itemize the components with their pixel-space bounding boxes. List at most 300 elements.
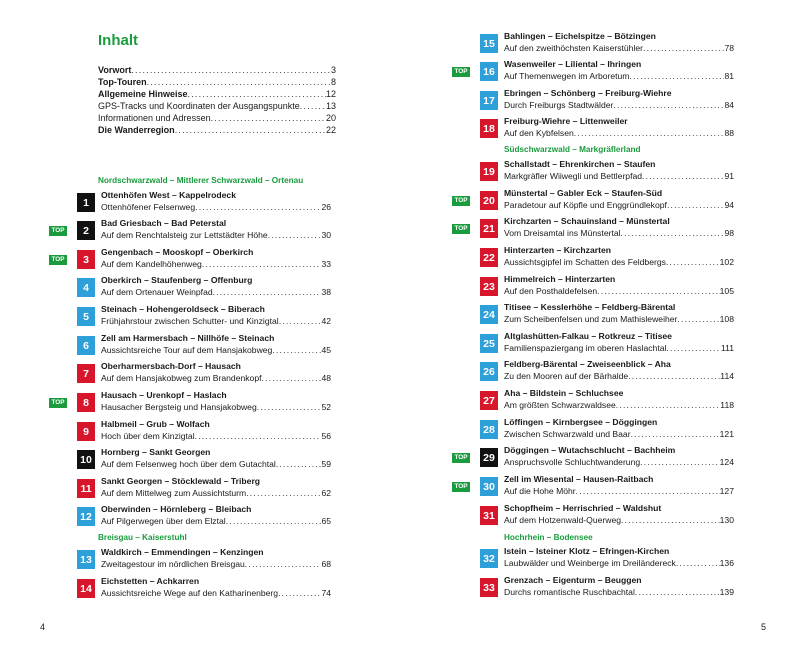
tour-page-number: 118	[720, 399, 734, 410]
tour-number-badge: 8	[77, 393, 95, 412]
dot-leader	[616, 400, 721, 412]
tour-description-row	[101, 402, 331, 414]
tour-text	[101, 304, 331, 327]
tour-route: Aha – Bildstein – Schluchsee	[504, 388, 624, 398]
tour-number-badge: 15	[480, 34, 498, 53]
tour-entry-30[interactable]	[454, 474, 734, 500]
tour-entry-29[interactable]	[454, 445, 734, 471]
tour-text	[504, 546, 734, 569]
tour-description-row	[101, 202, 331, 214]
front-matter-page: 3	[330, 65, 336, 75]
tour-description: Markgräfler Wiiwegli und Bettlerpfad	[504, 170, 643, 181]
dot-leader	[300, 100, 326, 112]
tour-number-badge: 25	[480, 334, 498, 353]
tour-page-number: 33	[321, 258, 331, 269]
tour-page-number: 42	[321, 315, 331, 326]
tour-route: Schopfheim – Herrischried – Waldshut	[504, 503, 662, 513]
tour-text	[504, 245, 734, 268]
tour-text	[504, 216, 734, 239]
tour-entry-4[interactable]	[77, 275, 331, 301]
tour-description: Auf dem Hansjakobweg zum Brandenkopf	[101, 372, 262, 383]
tour-entry-22[interactable]	[480, 245, 734, 271]
tour-number-badge: 10	[77, 450, 95, 469]
tour-entry-10[interactable]	[77, 447, 331, 473]
tour-route: Hornberg – Sankt Georgen	[101, 447, 211, 457]
dot-leader	[226, 516, 322, 528]
tour-page-number: 88	[724, 127, 734, 138]
dot-leader	[147, 76, 331, 88]
tour-page-number: 74	[321, 587, 331, 598]
tour-description-row	[101, 345, 331, 357]
tour-page-number: 62	[321, 487, 331, 498]
tour-description: Auf dem Ortenauer Weinpfad	[101, 286, 213, 297]
tour-description: Durch Freiburgs Stadtwälder	[504, 99, 614, 110]
top-badge: TOP	[49, 226, 67, 236]
top-badge: TOP	[452, 482, 470, 492]
tour-description: Auf dem Renchtalsteig zur Lettstädter Höhe	[101, 229, 268, 240]
tour-description-row	[504, 400, 734, 412]
tour-text	[101, 361, 331, 384]
tour-description-row	[504, 228, 734, 240]
dot-leader	[195, 202, 321, 214]
tour-number-badge: 1	[77, 193, 95, 212]
tour-page-number: 105	[719, 285, 734, 296]
tour-description-row	[101, 516, 331, 528]
front-matter-page: 13	[325, 101, 336, 112]
tour-text	[504, 445, 734, 468]
tour-number-badge: 22	[480, 248, 498, 267]
tour-number-badge: 2	[77, 221, 95, 240]
front-matter-label: Allgemeine Hinweise	[98, 89, 188, 100]
tour-description-row	[504, 314, 734, 326]
tour-number-badge: 26	[480, 362, 498, 381]
tour-description-row	[504, 371, 734, 383]
front-matter-label: Vorwort	[98, 65, 132, 75]
tour-page-number: 98	[724, 227, 734, 238]
tour-entry-1[interactable]	[77, 190, 331, 216]
tour-description: Auf dem Mittelweg zum Aussichtsturm	[101, 487, 247, 498]
page-title: Inhalt	[98, 32, 138, 49]
tour-entry-15[interactable]	[480, 31, 734, 57]
dot-leader	[613, 100, 724, 112]
tour-page-number: 91	[724, 170, 734, 181]
tour-text	[504, 503, 734, 526]
tour-entry-9[interactable]	[77, 419, 331, 445]
dot-leader	[640, 457, 720, 469]
tour-page-number: 94	[724, 199, 734, 210]
tour-text	[504, 388, 734, 411]
tour-page-number: 136	[719, 557, 734, 568]
front-matter-row[interactable]	[98, 64, 336, 76]
tour-route: Bahlingen – Eichelspitze – Bötzingen	[504, 31, 656, 41]
tour-description: Familienspaziergang im oberen Haslachtal	[504, 342, 667, 353]
dot-leader	[211, 112, 326, 124]
tour-page-number: 84	[724, 99, 734, 110]
tour-description-row	[101, 287, 331, 299]
tour-description: Zum Scheibenfelsen und zum Mathisleweiher	[504, 313, 678, 324]
tour-number-badge: 27	[480, 391, 498, 410]
tour-entry-2[interactable]	[51, 218, 331, 244]
front-matter-page: 12	[325, 89, 336, 100]
tour-route: Halbmeil – Grub – Wolfach	[101, 419, 210, 429]
tour-text	[101, 247, 331, 270]
dot-leader	[279, 316, 322, 328]
tour-entry-5[interactable]	[77, 304, 331, 330]
top-badge: TOP	[49, 398, 67, 408]
tour-description-row	[504, 43, 734, 55]
dot-leader	[667, 200, 725, 212]
dot-leader	[272, 345, 321, 357]
tour-page-number: 56	[321, 430, 331, 441]
tour-description: Zu den Mooren auf der Bärhalde	[504, 370, 629, 381]
dot-leader	[276, 459, 322, 471]
tour-description-row	[101, 588, 331, 600]
tour-text	[101, 447, 331, 470]
tour-number-badge: 29	[480, 448, 498, 467]
tour-page-number: 81	[724, 70, 734, 81]
front-matter-row[interactable]	[98, 112, 336, 124]
tour-text	[504, 474, 734, 497]
tour-number-badge: 17	[480, 91, 498, 110]
dot-leader	[676, 558, 720, 570]
tour-route: Feldberg-Bärental – Zweiseenblick – Aha	[504, 359, 671, 369]
tour-route: Ottenhöfen West – Kappelrodeck	[101, 190, 236, 200]
dot-leader	[195, 431, 322, 443]
tour-description-row	[504, 71, 734, 83]
tour-description-row	[504, 200, 734, 212]
tour-description: Auf Themenwegen im Arboretum	[504, 70, 630, 81]
tour-route: Kirchzarten – Schauinsland – Münstertal	[504, 216, 670, 226]
tour-text	[504, 59, 734, 82]
tour-route: Bad Griesbach – Bad Peterstal	[101, 218, 227, 228]
top-badge: TOP	[49, 255, 67, 265]
dot-leader	[621, 515, 720, 527]
tour-description-row	[504, 486, 734, 498]
dot-leader	[188, 88, 326, 100]
tour-entry-3[interactable]	[51, 247, 331, 273]
dot-leader	[213, 287, 322, 299]
front-matter-label: Die Wanderregion	[98, 125, 175, 136]
dot-leader	[677, 314, 719, 326]
tour-text	[504, 274, 734, 297]
front-matter-page: 20	[325, 113, 336, 124]
tour-route: Istein – Isteiner Klotz – Efringen-Kirchen	[504, 546, 670, 556]
tour-route: Zell am Harmersbach – Nillhöfe – Steinach	[101, 333, 275, 343]
tour-page-number: 30	[321, 229, 331, 240]
dot-leader	[175, 124, 326, 136]
tour-page-number: 111	[720, 342, 734, 353]
tour-route: Schallstadt – Ehrenkirchen – Staufen	[504, 159, 656, 169]
tour-route: Grenzach – Eigenturm – Beuggen	[504, 575, 642, 585]
tour-description: Auf den Kybfelsen	[504, 127, 574, 138]
tour-description-row	[101, 459, 331, 471]
tour-description: Vom Dreisamtal ins Münstertal	[504, 227, 621, 238]
tour-route: Altglashütten-Falkau – Rotkreuz – Titisee	[504, 331, 672, 341]
top-badge: TOP	[452, 453, 470, 463]
front-matter-label: Top-Touren	[98, 77, 147, 88]
dot-leader	[257, 402, 322, 414]
tour-description: Zwischen Schwarzwald und Baar	[504, 428, 631, 439]
dot-leader	[574, 128, 725, 140]
page-number-right: 5	[761, 622, 767, 632]
dot-leader	[635, 587, 720, 599]
tour-description-row	[101, 259, 331, 271]
tour-description-row	[504, 558, 734, 570]
tour-number-badge: 11	[77, 479, 95, 498]
tour-entry-33[interactable]	[480, 575, 734, 601]
tour-number-badge: 33	[480, 578, 498, 597]
tour-number-badge: 21	[480, 219, 498, 238]
tour-number-badge: 31	[480, 506, 498, 525]
tour-page-number: 121	[719, 428, 734, 439]
tour-description-row	[504, 429, 734, 441]
dot-leader	[597, 286, 719, 298]
top-badge: TOP	[452, 67, 470, 77]
dot-leader	[576, 486, 720, 498]
front-matter-page: 22	[325, 125, 336, 136]
tour-number-badge: 4	[77, 278, 95, 297]
tour-description-row	[504, 343, 734, 355]
dot-leader	[246, 488, 321, 500]
tour-description: Hoch über dem Kinzigtal	[101, 430, 195, 441]
section-heading-south: Südschwarzwald – Markgräflerland	[504, 145, 641, 154]
tour-route: Waldkirch – Emmendingen – Kenzingen	[101, 547, 264, 557]
tour-entry-8[interactable]	[51, 390, 331, 416]
tour-number-badge: 30	[480, 477, 498, 496]
tour-page-number: 78	[724, 42, 734, 53]
tour-description-row	[504, 171, 734, 183]
section-heading-hochrhein: Hochrhein – Bodensee	[504, 533, 593, 542]
tour-description: Auf Pilgerwegen über dem Elztal	[101, 515, 226, 526]
top-badge: TOP	[452, 196, 470, 206]
tour-text	[101, 476, 331, 499]
tour-number-badge: 16	[480, 62, 498, 81]
dot-leader	[202, 259, 322, 271]
tour-entry-20[interactable]	[454, 188, 734, 214]
tour-route: Döggingen – Wutachschlucht – Bachheim	[504, 445, 676, 455]
tour-description: Laubwälder und Weinberge im Dreiländereck	[504, 557, 676, 568]
tour-description: Auf dem Felsenweg hoch über dem Gutachtal	[101, 458, 276, 469]
tour-text	[504, 417, 734, 440]
dot-leader	[666, 343, 721, 355]
tour-text	[504, 359, 734, 382]
tour-entry-28[interactable]	[480, 417, 734, 443]
tour-entry-24[interactable]	[480, 302, 734, 328]
section-heading-breisgau: Breisgau – Kaiserstuhl	[98, 533, 187, 542]
tour-description: Hausacher Bergsteig und Hansjakobweg	[101, 401, 257, 412]
tour-description-row	[504, 587, 734, 599]
front-matter-row[interactable]	[98, 100, 336, 112]
dot-leader	[628, 371, 720, 383]
tour-text	[101, 333, 331, 356]
tour-page-number: 59	[321, 458, 331, 469]
tour-description: Paradetour auf Köpfle und Enggründlekopf	[504, 199, 667, 210]
tour-entry-6[interactable]	[77, 333, 331, 359]
tour-description-row	[101, 316, 331, 328]
tour-description: Auf die Hohe Möhr	[504, 485, 576, 496]
front-matter-list	[98, 64, 336, 137]
tour-text	[504, 331, 734, 354]
tour-text	[101, 547, 331, 570]
tour-entry-16[interactable]	[454, 59, 734, 85]
tour-entry-14[interactable]	[77, 576, 331, 602]
tour-description: Am größten Schwarzwaldsee	[504, 399, 616, 410]
tour-entry-12[interactable]	[77, 504, 331, 530]
tour-route: Freiburg-Wiehre – Littenweiler	[504, 116, 628, 126]
tour-number-badge: 7	[77, 364, 95, 383]
tour-description: Ottenhöfener Felsenweg	[101, 201, 196, 212]
tour-page-number: 108	[719, 313, 734, 324]
tour-route: Hausach – Urenkopf – Haslach	[101, 390, 227, 400]
tour-page-number: 45	[321, 344, 331, 355]
tour-number-badge: 18	[480, 119, 498, 138]
tour-description-row	[101, 488, 331, 500]
tour-entry-13[interactable]	[77, 547, 331, 573]
tour-entry-19[interactable]	[480, 159, 734, 185]
tour-text	[101, 576, 331, 599]
tour-text	[504, 302, 734, 325]
tour-description: Auf dem Hotzenwald-Querweg	[504, 514, 622, 525]
tour-number-badge: 20	[480, 191, 498, 210]
front-matter-row[interactable]	[98, 76, 336, 88]
tour-page-number: 127	[719, 485, 734, 496]
tour-number-badge: 9	[77, 422, 95, 441]
tour-route: Ebringen – Schönberg – Freiburg-Wiehre	[504, 88, 672, 98]
tour-text	[101, 504, 331, 527]
tour-text	[101, 275, 331, 298]
tour-description-row	[504, 128, 734, 140]
tour-text	[101, 190, 331, 213]
tour-text	[504, 159, 734, 182]
tour-entry-21[interactable]	[454, 216, 734, 242]
tour-page-number: 130	[719, 514, 734, 525]
tour-text	[504, 31, 734, 54]
dot-leader	[278, 588, 321, 600]
tour-route: Oberwinden – Hörnleberg – Bleibach	[101, 504, 252, 514]
tour-description: Durchs romantische Ruschbachtal	[504, 586, 635, 597]
tour-number-badge: 6	[77, 336, 95, 355]
tour-text	[101, 218, 331, 241]
tour-route: Steinach – Hohengeroldseck – Biberach	[101, 304, 265, 314]
front-matter-page: 8	[330, 77, 336, 88]
tour-number-badge: 19	[480, 162, 498, 181]
tour-route: Oberkirch – Staufenberg – Offenburg	[101, 275, 253, 285]
tour-route: Löffingen – Kirnbergsee – Döggingen	[504, 417, 658, 427]
dot-leader	[245, 559, 322, 571]
tour-route: Gengenbach – Mooskopf – Oberkirch	[101, 247, 254, 257]
tour-description-row	[504, 286, 734, 298]
tour-number-badge: 14	[77, 579, 95, 598]
tour-description: Auf den zweithöchsten Kaiserstühler	[504, 42, 644, 53]
top-badge: TOP	[452, 224, 470, 234]
tour-description: Zweitagestour im nördlichen Breisgau	[101, 558, 245, 569]
tour-entry-32[interactable]	[480, 546, 734, 572]
section-heading-north: Nordschwarzwald – Mittlerer Schwarzwald – Ortenau	[98, 176, 304, 185]
tour-page-number: 65	[321, 515, 331, 526]
dot-leader	[631, 429, 720, 441]
tour-route: Zell im Wiesental – Hausen-Raitbach	[504, 474, 654, 484]
tour-description-row	[504, 100, 734, 112]
tour-text	[504, 116, 734, 139]
tour-route: Himmelreich – Hinterzarten	[504, 274, 616, 284]
tour-description: Aussichtsreiche Wege auf den Katharinenberg	[101, 587, 279, 598]
tour-page-number: 124	[719, 456, 734, 467]
tour-description: Auf dem Kandelhöhenweg	[101, 258, 202, 269]
tour-entry-27[interactable]	[480, 388, 734, 414]
dot-leader	[643, 43, 724, 55]
dot-leader	[621, 228, 725, 240]
tour-route: Eichstetten – Achkarren	[101, 576, 200, 586]
tour-page-number: 26	[321, 201, 331, 212]
dot-leader	[262, 373, 322, 385]
dot-leader	[268, 230, 322, 242]
tour-number-badge: 5	[77, 307, 95, 326]
tour-description-row	[101, 230, 331, 242]
tour-text	[504, 88, 734, 111]
tour-description-row	[101, 559, 331, 571]
front-matter-label: GPS-Tracks und Koordinaten der Ausgangspunkte	[98, 101, 300, 112]
page-number-left: 4	[40, 622, 46, 632]
tour-description-row	[504, 257, 734, 269]
tour-route: Oberharmersbach-Dorf – Hausach	[101, 361, 241, 371]
tour-text	[101, 390, 331, 413]
tour-entry-7[interactable]	[77, 361, 331, 387]
tour-entry-17[interactable]	[480, 88, 734, 114]
tour-text	[101, 419, 331, 442]
tour-text	[504, 188, 734, 211]
tour-entry-23[interactable]	[480, 274, 734, 300]
tour-description: Aussichtsgipfel im Schatten des Feldbergs	[504, 256, 666, 267]
dot-leader	[131, 64, 331, 76]
tour-number-badge: 32	[480, 549, 498, 568]
tour-description-row	[101, 431, 331, 443]
tour-number-badge: 12	[77, 507, 95, 526]
tour-number-badge: 24	[480, 305, 498, 324]
front-matter-row[interactable]	[98, 88, 336, 100]
tour-page-number: 139	[719, 586, 734, 597]
tour-page-number: 68	[321, 558, 331, 569]
tour-text	[504, 575, 734, 598]
tour-route: Münstertal – Gabler Eck – Staufen-Süd	[504, 188, 663, 198]
tour-description: Auf den Posthaldefelsen	[504, 285, 598, 296]
tour-number-badge: 23	[480, 277, 498, 296]
tour-route: Wasenweiler – Liliental – Ihringen	[504, 59, 642, 69]
front-matter-label: Informationen und Adressen	[98, 113, 211, 124]
tour-description: Aussichtsreiche Tour auf dem Hansjakobweg	[101, 344, 273, 355]
tour-description: Frühjahrstour zwischen Schutter- und Kinzigtal	[101, 315, 279, 326]
tour-number-badge: 13	[77, 550, 95, 569]
tour-page-number: 52	[321, 401, 331, 412]
front-matter-row[interactable]	[98, 124, 336, 136]
tour-entry-26[interactable]	[480, 359, 734, 385]
dot-leader	[666, 257, 720, 269]
dot-leader	[629, 71, 724, 83]
tour-page-number: 38	[321, 286, 331, 297]
tour-page-number: 102	[719, 256, 734, 267]
tour-page-number: 114	[720, 370, 734, 381]
tour-page-number: 48	[321, 372, 331, 383]
tour-entry-18[interactable]	[480, 116, 734, 142]
tour-entry-31[interactable]	[480, 503, 734, 529]
tour-description: Anspruchsvolle Schluchtwanderung	[504, 456, 641, 467]
tour-number-badge: 3	[77, 250, 95, 269]
tour-route: Titisee – Kesslerhöhe – Feldberg-Bärental	[504, 302, 676, 312]
tour-description-row	[504, 515, 734, 527]
tour-entry-11[interactable]	[77, 476, 331, 502]
tour-description-row	[101, 373, 331, 385]
tour-entry-25[interactable]	[480, 331, 734, 357]
tour-description-row	[504, 457, 734, 469]
